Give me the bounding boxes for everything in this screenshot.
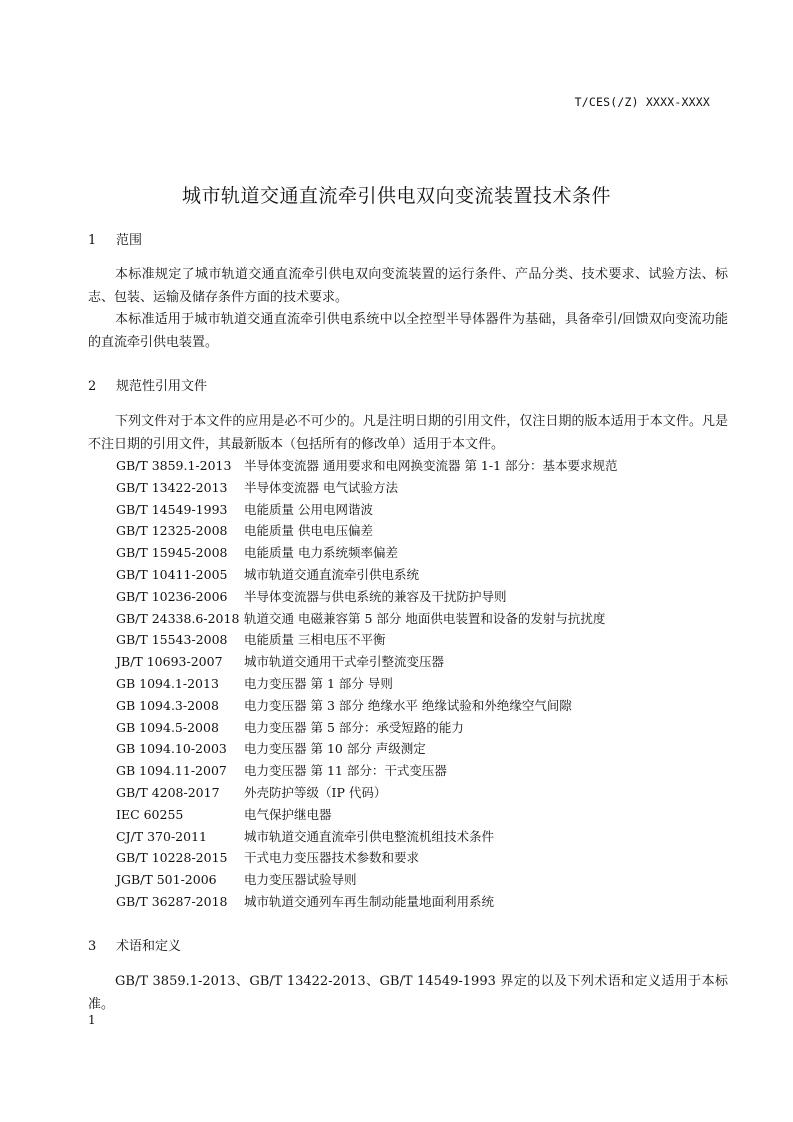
reference-item bbox=[116, 565, 618, 587]
reference-title: 半导体变流器 通用要求和电网换变流器 第 1-1 部分：基本要求规范 bbox=[244, 458, 618, 473]
normative-references-list bbox=[116, 456, 618, 914]
section-title: 范围 bbox=[116, 233, 143, 248]
section-title: 规范性引用文件 bbox=[116, 379, 208, 394]
reference-item bbox=[116, 892, 618, 914]
reference-code: GB 1094.5-2008 bbox=[116, 719, 219, 735]
reference-title: 电力变压器 第 5 部分：承受短路的能力 bbox=[244, 719, 464, 735]
reference-code: JGB/T 501-2006 bbox=[116, 872, 217, 888]
section-number: 2 bbox=[88, 379, 97, 394]
reference-title: 电力变压器 第 1 部分 导则 bbox=[244, 675, 393, 691]
reference-title: 城市轨道交通直流牵引供电系统 bbox=[244, 566, 420, 582]
reference-code: GB/T 10411-2005 bbox=[116, 566, 228, 582]
reference-code: GB/T 15945-2008 bbox=[116, 545, 228, 561]
reference-item bbox=[116, 761, 618, 783]
reference-item bbox=[116, 827, 618, 849]
reference-title: 电力变压器 第 10 部分 声级测定 bbox=[244, 741, 426, 757]
reference-item bbox=[116, 739, 618, 761]
section-number: 1 bbox=[88, 233, 97, 248]
reference-title: 电气保护继电器 bbox=[244, 806, 332, 822]
reference-item bbox=[116, 870, 618, 892]
reference-title: 城市轨道交通列车再生制动能量地面利用系统 bbox=[244, 893, 495, 909]
reference-code: GB/T 24338.6-2018 bbox=[116, 610, 240, 626]
reference-title: 城市轨道交通用干式牵引整流变压器 bbox=[244, 654, 445, 670]
reference-item bbox=[116, 543, 618, 565]
section-2-heading bbox=[88, 375, 207, 394]
reference-code: GB/T 13422-2013 bbox=[116, 479, 228, 495]
reference-title: 外壳防护等级（IP 代码） bbox=[244, 784, 387, 800]
reference-code: GB/T 4208-2017 bbox=[116, 784, 220, 800]
reference-code: GB 1094.11-2007 bbox=[116, 763, 227, 779]
reference-code: GB/T 10228-2015 bbox=[116, 850, 228, 866]
reference-code: GB 1094.3-2008 bbox=[116, 697, 219, 713]
reference-item bbox=[116, 521, 618, 543]
reference-item bbox=[116, 456, 618, 478]
reference-code: GB/T 10236-2006 bbox=[116, 588, 228, 604]
reference-code: CJ/T 370-2011 bbox=[116, 828, 207, 844]
reference-item bbox=[116, 674, 618, 696]
reference-item bbox=[116, 805, 618, 827]
reference-title: 城市轨道交通直流牵引供电整流机组技术条件 bbox=[244, 828, 495, 844]
document-code: T/CES(/Z) XXXX-XXXX bbox=[574, 95, 710, 109]
document-title: 城市轨道交通直流牵引供电双向变流装置技术条件 bbox=[181, 185, 611, 207]
reference-title: 电能质量 三相电压不平衡 bbox=[244, 632, 386, 648]
reference-title: 半导体变流器 电气试验方法 bbox=[244, 479, 398, 495]
section-3-paragraph-1: GB/T 3859.1-2013、GB/T 13422-2013、GB/T 14549-1993 界定的以及下列术语和定义适用于本标准。 bbox=[88, 974, 728, 1012]
reference-title: 半导体变流器与供电系统的兼容及干扰防护导则 bbox=[244, 588, 507, 604]
reference-code: GB/T 3859.1-2013 bbox=[116, 458, 232, 473]
reference-item bbox=[116, 587, 618, 609]
section-1-heading bbox=[88, 229, 142, 248]
section-1-paragraph-2: 本标准适用于城市轨道交通直流牵引供电系统中以全控型半导体器件为基础，具备牵引/回馈双向变流功能的直流牵引供电装置。 bbox=[88, 312, 728, 350]
reference-code: IEC 60255 bbox=[116, 806, 184, 822]
page-number: 1 bbox=[88, 1013, 96, 1027]
reference-item bbox=[116, 609, 618, 631]
section-1-paragraph-1: 本标准规定了城市轨道交通直流牵引供电双向变流装置的运行条件、产品分类、技术要求、试验方法、标志、包装、运输及储存条件方面的技术要求。 bbox=[88, 267, 728, 305]
reference-code: GB 1094.1-2013 bbox=[116, 675, 219, 691]
reference-title: 电力变压器 第 11 部分：干式变压器 bbox=[244, 763, 447, 779]
reference-title: 电力变压器试验导则 bbox=[244, 872, 357, 888]
reference-title: 轨道交通 电磁兼容第 5 部分 地面供电装置和设备的发射与抗扰度 bbox=[244, 610, 606, 626]
reference-item bbox=[116, 500, 618, 522]
reference-item bbox=[116, 848, 618, 870]
reference-title: 电力变压器 第 3 部分 绝缘水平 绝缘试验和外绝缘空气间隙 bbox=[244, 697, 572, 713]
section-3-heading bbox=[88, 935, 181, 954]
reference-title: 干式电力变压器技术参数和要求 bbox=[244, 850, 420, 866]
reference-item bbox=[116, 696, 618, 718]
reference-item bbox=[116, 718, 618, 740]
reference-code: GB/T 12325-2008 bbox=[116, 523, 228, 539]
reference-code: GB/T 15543-2008 bbox=[116, 632, 228, 648]
section-2-paragraph-1: 下列文件对于本文件的应用是必不可少的。凡是注明日期的引用文件，仅注日期的版本适用于本文件。凡是不注日期的引用文件，其最新版本（包括所有的修改单）适用于本文件。 bbox=[88, 414, 728, 452]
reference-code: JB/T 10693-2007 bbox=[116, 654, 223, 670]
reference-item bbox=[116, 652, 618, 674]
reference-code: GB/T 36287-2018 bbox=[116, 893, 228, 909]
reference-item bbox=[116, 630, 618, 652]
section-number: 3 bbox=[88, 939, 97, 954]
reference-code: GB/T 14549-1993 bbox=[116, 501, 228, 517]
reference-item bbox=[116, 478, 618, 500]
reference-code: GB 1094.10-2003 bbox=[116, 741, 227, 757]
reference-title: 电能质量 供电电压偏差 bbox=[244, 523, 373, 539]
reference-item bbox=[116, 783, 618, 805]
reference-title: 电能质量 公用电网谐波 bbox=[244, 501, 373, 517]
reference-title: 电能质量 电力系统频率偏差 bbox=[244, 545, 398, 561]
section-title: 术语和定义 bbox=[116, 939, 182, 954]
